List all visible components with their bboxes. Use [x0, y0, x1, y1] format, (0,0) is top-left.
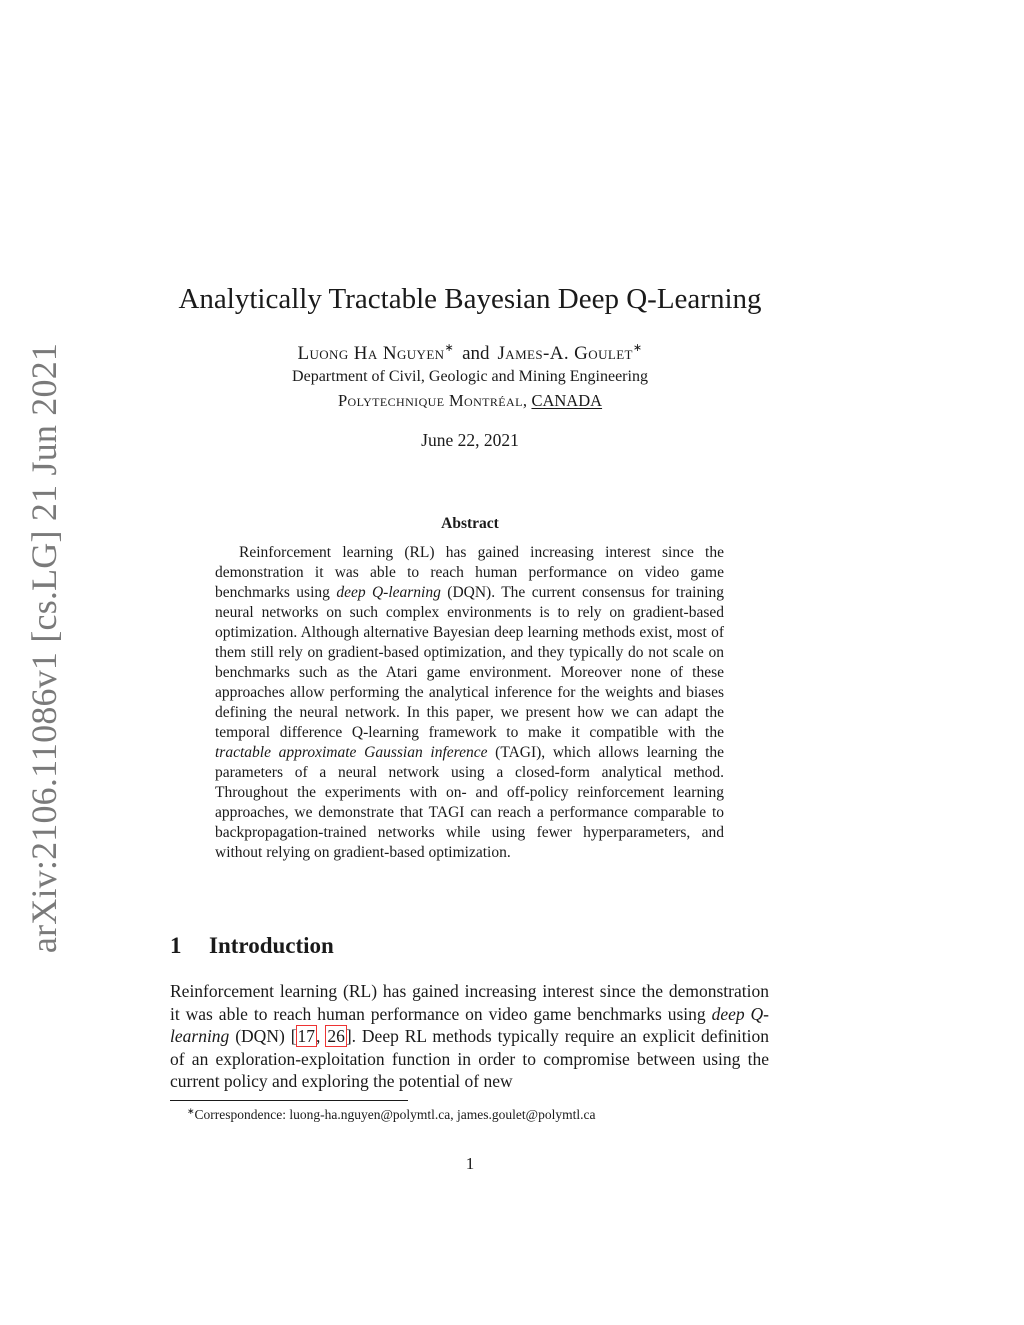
abstract-emphasis: tractable approximate Gaussian inference: [215, 744, 488, 761]
intro-emphasis: deep Q-learning: [170, 1003, 769, 1046]
intro-text-segment: (DQN) [: [229, 1026, 297, 1046]
author-name: Luong Ha Nguyen: [297, 343, 445, 364]
page-number: 1: [465, 1154, 475, 1173]
footnote: [187, 1106, 595, 1123]
abstract-emphasis: deep Q-learning: [336, 584, 441, 601]
institution-name: Polytechnique Montréal,: [337, 391, 528, 410]
paper-title: Analytically Tractable Bayesian Deep Q-Learning: [178, 283, 762, 315]
intro-text-segment: Reinforcement learning (RL) has gained increasing interest since the demonstration it was able to reach human performance on video game benchmarks using: [170, 981, 769, 1024]
citation-link[interactable]: 26: [327, 1026, 345, 1046]
author-conjunction: and: [462, 343, 490, 364]
paper-date: June 22, 2021: [421, 430, 519, 450]
abstract-text-segment: (TAGI), which allows learning the parameters of a neural network using a closed-form analytical method. Throughout the experiments with on- and off-policy reinforcement learning approaches, we demonstrate that TAGI can reach a performance comparable to backpropagation-trained networks while using fewer hyperparameters, and without relying on gradient-based optimization.: [215, 744, 725, 861]
country-link[interactable]: CANADA: [531, 391, 603, 410]
affiliation-institution: [0, 391, 940, 411]
footnote-mark: ∗: [444, 342, 455, 354]
abstract-text-segment: Reinforcement learning (RL) has gained increasing interest since the demonstration it was able to reach human performance on video game benchmarks using: [215, 544, 724, 601]
citation-separator: ,: [316, 1026, 327, 1046]
footnote-mark: ∗: [632, 342, 643, 354]
introduction-paragraph: [170, 980, 769, 1093]
citation-link[interactable]: 17: [297, 1026, 316, 1046]
footnote-divider: [170, 1100, 408, 1101]
section-number: 1: [170, 933, 182, 958]
author-line: [0, 341, 940, 365]
abstract-text: [215, 543, 724, 863]
author-name: James-A. Goulet: [497, 343, 633, 364]
section-heading-introduction: [170, 933, 334, 959]
footnote-mark: ∗: [187, 1106, 195, 1116]
intro-text-segment: ]. Deep RL methods typically require an explicit definition of an exploration-exploitation function in order to compromise between using the current policy and exploring the potential of new: [170, 1026, 770, 1091]
affiliation-department: Department of Civil, Geologic and Mining Engineering: [292, 368, 648, 385]
footnote-text: Correspondence: luong-ha.nguyen@polymtl.ca, james.goulet@polymtl.ca: [194, 1107, 596, 1122]
section-title: Introduction: [209, 933, 334, 958]
abstract-text-segment: (DQN). The current consensus for training neural networks on such complex environments is to rely on gradient-based optimization. Although alternative Bayesian deep learning methods exist, most of them still rely on gradient-based optimization, and they typically do not scale on benchmarks such as the Atari game environment. Moreover none of these approaches allow performing the analytical inference for the weights and biases defining the neural network. In this paper, we present how we can adapt the temporal difference Q-learning framework to make it compatible with the: [215, 584, 724, 741]
abstract-heading: Abstract: [441, 515, 499, 532]
arxiv-identifier-stamp: arXiv:2106.11086v1 [cs.LG] 21 Jun 2021: [24, 342, 64, 954]
